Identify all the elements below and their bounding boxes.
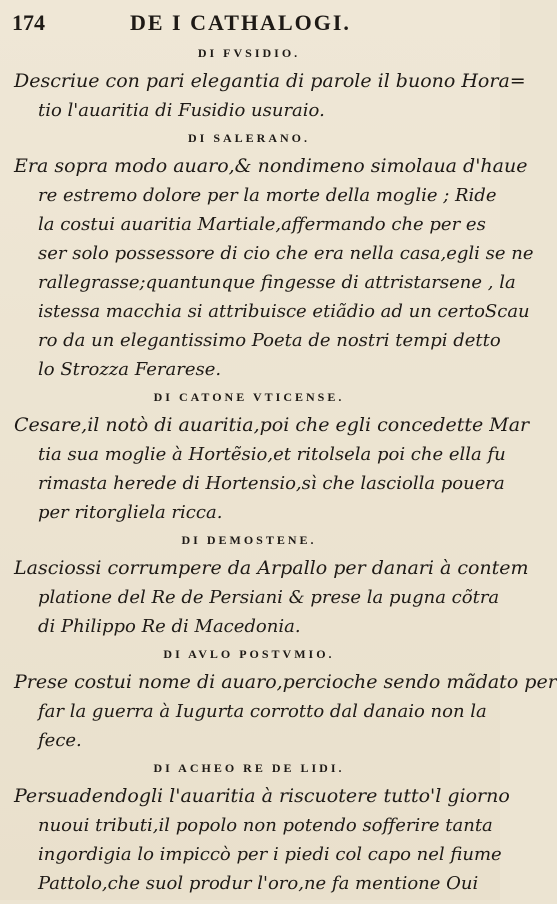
text-line: ingordigia lo impiccò per i piedi col capo nel fiume <box>38 844 502 865</box>
text-line: di Philippo Re di Macedonia. <box>38 616 301 637</box>
text-line: lo Strozza Ferarese. <box>38 359 222 380</box>
text-line: Descriue con pari elegantia di parole il buono Hora= <box>14 70 526 92</box>
section <box>14 46 526 125</box>
text-line: nuoui tributi,il popolo non potendo sofferire tanta <box>38 815 493 836</box>
running-head: DE I CATHALOGI. <box>130 10 351 35</box>
text-line: la costui auaritia Martiale,affermando che per es <box>38 214 486 235</box>
text-line: re estremo dolore per la morte della moglie ; Ride <box>38 185 497 206</box>
text-line: ro da un elegantissimo Poeta de nostri tempi detto <box>38 330 501 351</box>
section <box>14 390 530 527</box>
text-line: rallegrasse;quantunque fingesse di attristarsene , la <box>38 272 516 293</box>
page-header <box>12 10 460 38</box>
section-text <box>14 152 534 384</box>
page-number: 174 <box>12 10 45 35</box>
section-heading: DI FVSIDIO. <box>197 46 301 60</box>
text-line: rimasta herede di Hortensio,sì che lasciolla pouera <box>38 473 505 494</box>
section-text <box>14 411 530 527</box>
text-line: tia sua moglie à Hortẽsio,et ritolsela poi che ella fu <box>38 444 506 465</box>
section-text <box>14 668 557 755</box>
text-line: per ritorgliela ricca. <box>38 502 223 523</box>
section-text <box>14 554 529 641</box>
text-line: Pattolo,che suol produr l'oro,ne fa mentione Oui <box>38 873 479 894</box>
text-line: ser solo possessore di cio che era nella casa,egli se ne <box>38 243 534 264</box>
section-text <box>14 67 526 125</box>
section <box>14 761 510 898</box>
text-line: istessa macchia si attribuisce etiãdio ad un certoScau <box>38 301 530 322</box>
text-line: far la guerra à Iugurta corrotto dal danaio non la <box>38 701 487 722</box>
section-heading: DI ACHEO RE DE LIDI. <box>153 761 345 775</box>
text-line: fece. <box>38 730 82 751</box>
section-heading: DI CATONE VTICENSE. <box>153 390 345 404</box>
section <box>14 131 534 384</box>
text-line: tio l'auaritia di Fusidio usuraio. <box>38 100 325 121</box>
text-line: Persuadendogli l'auaritia à riscuotere tutto'l giorno <box>14 785 510 807</box>
section-heading: DI SALERANO. <box>187 131 310 145</box>
section-heading: DI DEMOSTENE. <box>181 533 317 547</box>
section-heading: DI AVLO POSTVMIO. <box>163 647 335 661</box>
text-line: platione del Re de Persiani & prese la pugna cõtra <box>38 587 500 608</box>
section-text <box>14 782 510 898</box>
page-body <box>14 40 557 904</box>
text-line: Lasciossi corrumpere da Arpallo per danari à contem <box>14 557 529 579</box>
text-line: Prese costui nome di auaro,percioche sendo mãdato per <box>14 671 557 693</box>
text-line: Era sopra modo auaro,& nondimeno simolaua d'haue <box>14 155 528 177</box>
section <box>14 647 557 755</box>
section <box>14 533 529 641</box>
text-line: Cesare,il notò di auaritia,poi che egli concedette Mar <box>14 414 530 436</box>
